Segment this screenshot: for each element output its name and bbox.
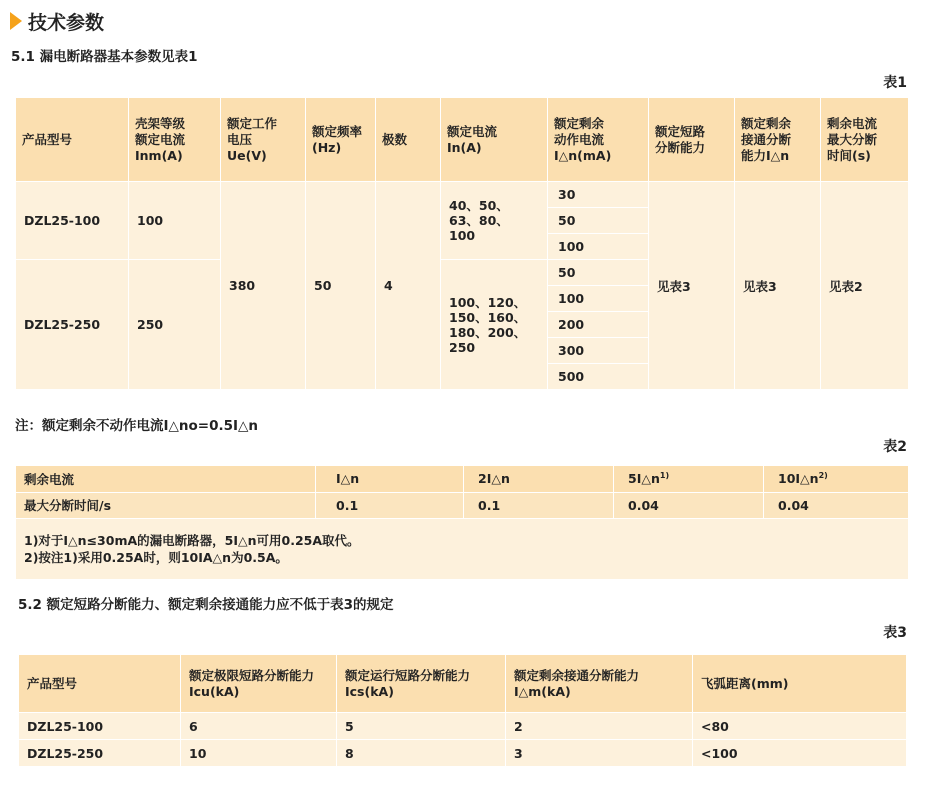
table-row <box>16 492 909 518</box>
table3-cell: 10 <box>181 740 337 767</box>
table1-header-cell: 额定剩余 接通分断 能力I△n <box>735 98 821 182</box>
residual-current-cell: 50 <box>548 208 649 234</box>
table1-header-cell: 剩余电流 最大分断 时间(s) <box>821 98 909 182</box>
table3-header-cell: 飞弧距离(mm) <box>693 655 907 713</box>
table1-header-row <box>16 98 909 182</box>
table1-header-cell: 额定电流 In(A) <box>441 98 548 182</box>
short-circuit-cell: 见表3 <box>649 182 735 390</box>
residual-current-cell: 100 <box>548 234 649 260</box>
table3-label: 表3 <box>883 625 907 641</box>
table2-col-header <box>316 466 464 492</box>
table-row <box>19 740 907 767</box>
table2-row-header: 剩余电流 <box>16 466 316 492</box>
rated-current-cell: 40、50、 63、80、 100 <box>441 182 548 260</box>
table3-header-cell: 额定运行短路分断能力 Ics(kA) <box>337 655 506 713</box>
table2-value-cell: 0.1 <box>464 492 614 518</box>
table2-footnotes <box>16 518 909 579</box>
frequency-cell: 50 <box>306 182 376 390</box>
table1 <box>15 97 909 390</box>
table3-cell: DZL25-250 <box>19 740 181 767</box>
table1-header-cell: 额定剩余 动作电流 I△n(mA) <box>548 98 649 182</box>
residual-current-cell: 100 <box>548 286 649 312</box>
table1-header-cell: 壳架等级 额定电流 Inm(A) <box>129 98 221 182</box>
footnote: 1)对于I△n≤30mA的漏电断路器，5I△n可用0.25A取代。 <box>24 532 360 548</box>
table3-cell: 2 <box>506 713 693 740</box>
table1-header-cell: 极数 <box>376 98 441 182</box>
making-breaking-cell: 见表3 <box>735 182 821 390</box>
table2-col-text: I△n <box>336 471 360 487</box>
table1-header-cell: 额定频率 (Hz) <box>306 98 376 182</box>
section-heading-text: 技术参数 <box>28 11 105 34</box>
max-break-time-cell: 见表2 <box>821 182 909 390</box>
table2 <box>15 466 909 579</box>
table3 <box>18 654 907 767</box>
table3-header-cell: 额定剩余接通分断能力 I△m(kA) <box>506 655 693 713</box>
table1-header-cell: 额定短路 分断能力 <box>649 98 735 182</box>
residual-current-cell: 50 <box>548 260 649 286</box>
table3-cell: 5 <box>337 713 506 740</box>
table2-col-sup: 2) <box>818 471 828 481</box>
table3-cell: <100 <box>693 740 907 767</box>
table2-col-header <box>464 466 614 492</box>
residual-current-cell: 30 <box>548 182 649 208</box>
inm-cell: 100 <box>129 182 221 260</box>
table2-row-header: 最大分断时间/s <box>16 492 316 518</box>
table2-col-sup: 1) <box>659 471 670 481</box>
table1-header-cell: 产品型号 <box>16 98 129 182</box>
section-5-1-title: 5.1 漏电断路器基本参数见表1 <box>11 49 198 65</box>
model-cell: DZL25-250 <box>16 260 129 390</box>
table2-col-header <box>764 466 909 492</box>
residual-current-cell: 200 <box>548 312 649 338</box>
residual-current-cell: 500 <box>548 364 649 390</box>
residual-current-cell: 300 <box>548 338 649 364</box>
table3-cell: 6 <box>181 713 337 740</box>
table3-cell: 8 <box>337 740 506 767</box>
table2-value-cell: 0.1 <box>316 492 464 518</box>
section-heading <box>10 8 104 34</box>
table3-cell: <80 <box>693 713 907 740</box>
footnote: 2)按注1)采用0.25A时，则10IA△n为0.5A。 <box>24 549 288 565</box>
table-row <box>16 466 909 492</box>
table3-header-row <box>19 655 907 713</box>
table3-header-cell: 额定极限短路分断能力 Icu(kA) <box>181 655 337 713</box>
table-row <box>16 182 909 208</box>
table2-value-cell: 0.04 <box>764 492 909 518</box>
table3-cell: 3 <box>506 740 693 767</box>
inm-cell: 250 <box>129 260 221 390</box>
table2-col-text: 5I△n <box>628 471 660 487</box>
voltage-cell: 380 <box>221 182 306 390</box>
table-row <box>19 713 907 740</box>
table-row <box>16 518 909 579</box>
section-5-2-title: 5.2 额定短路分断能力、额定剩余接通能力应不低于表3的规定 <box>18 597 394 613</box>
table2-col-text: 2I△n <box>478 471 510 487</box>
model-cell: DZL25-100 <box>16 182 129 260</box>
table3-cell: DZL25-100 <box>19 713 181 740</box>
table2-value-cell: 0.04 <box>614 492 764 518</box>
poles-cell: 4 <box>376 182 441 390</box>
table2-col-text: 10I△n <box>778 471 819 487</box>
table1-note: 注：额定剩余不动作电流I△no=0.5I△n <box>15 418 259 434</box>
table1-label: 表1 <box>883 75 907 91</box>
rated-current-cell: 100、120、 150、160、 180、200、 250 <box>441 260 548 390</box>
table2-col-header <box>614 466 764 492</box>
triangle-bullet-icon <box>10 12 22 30</box>
table2-label: 表2 <box>883 439 907 455</box>
table3-header-cell: 产品型号 <box>19 655 181 713</box>
table1-header-cell: 额定工作 电压 Ue(V) <box>221 98 306 182</box>
